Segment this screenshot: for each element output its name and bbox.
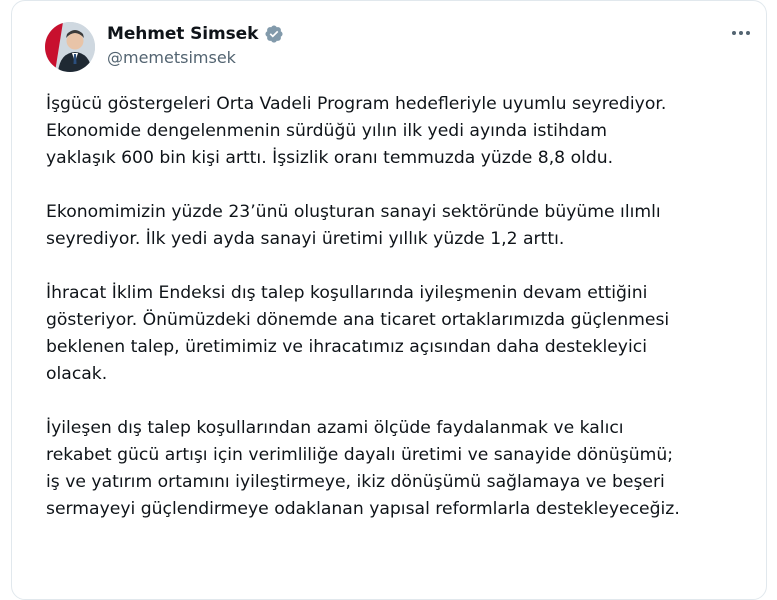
verified-badge-icon xyxy=(264,24,284,44)
tweet-card xyxy=(11,0,767,600)
tweet-paragraph: İyileşen dış talep koşullarından azami ölçüde faydalanmak ve kalıcı rekabet gücü artışı için verimliliğe dayalı üretimi ve sanayide dönüşümü; iş ve yatırım ortamını iyileştirmeye, ikiz dönüşümü sağlamaya ve beşeri sermayeyi güçlendirmeye odaklanan yapısal reformlarla destekleyeceğiz. xyxy=(46,418,680,519)
author-name[interactable]: Mehmet Simsek xyxy=(107,24,259,44)
tweet-paragraph: Ekonomimizin yüzde 23’ünü oluşturan sanayi sektöründe büyüme ılımlı seyrediyor. İlk yedi ayda sanayi üretimi yıllık yüzde 1,2 arttı. xyxy=(46,202,661,249)
tweet-paragraph: İşgücü göstergeleri Orta Vadeli Program hedefleriyle uyumlu seyrediyor. Ekonomide dengelenmenin sürdüğü yılın ilk yedi ayında istihdam yaklaşık 600 bin kişi arttı. İşsizlik oranı temmuzda yüzde 8,8 oldu. xyxy=(46,94,667,168)
author-name-row xyxy=(107,21,284,47)
tweet-paragraph: İhracat İklim Endeksi dış talep koşullarında iyileşmenin devam ettiğini gösteriyor. Önümüzdeki dönemde ana ticaret ortaklarımızda güçlenmesi beklenen talep, üretimimiz ve ihracatımız açısından daha destekleyici olacak. xyxy=(46,283,670,384)
more-horizontal-icon xyxy=(731,30,751,36)
author-handle[interactable]: @memetsimsek xyxy=(107,48,236,67)
avatar-image xyxy=(45,22,95,72)
more-options-button[interactable] xyxy=(726,21,756,45)
tweet-text xyxy=(46,91,766,550)
avatar[interactable] xyxy=(45,22,95,72)
